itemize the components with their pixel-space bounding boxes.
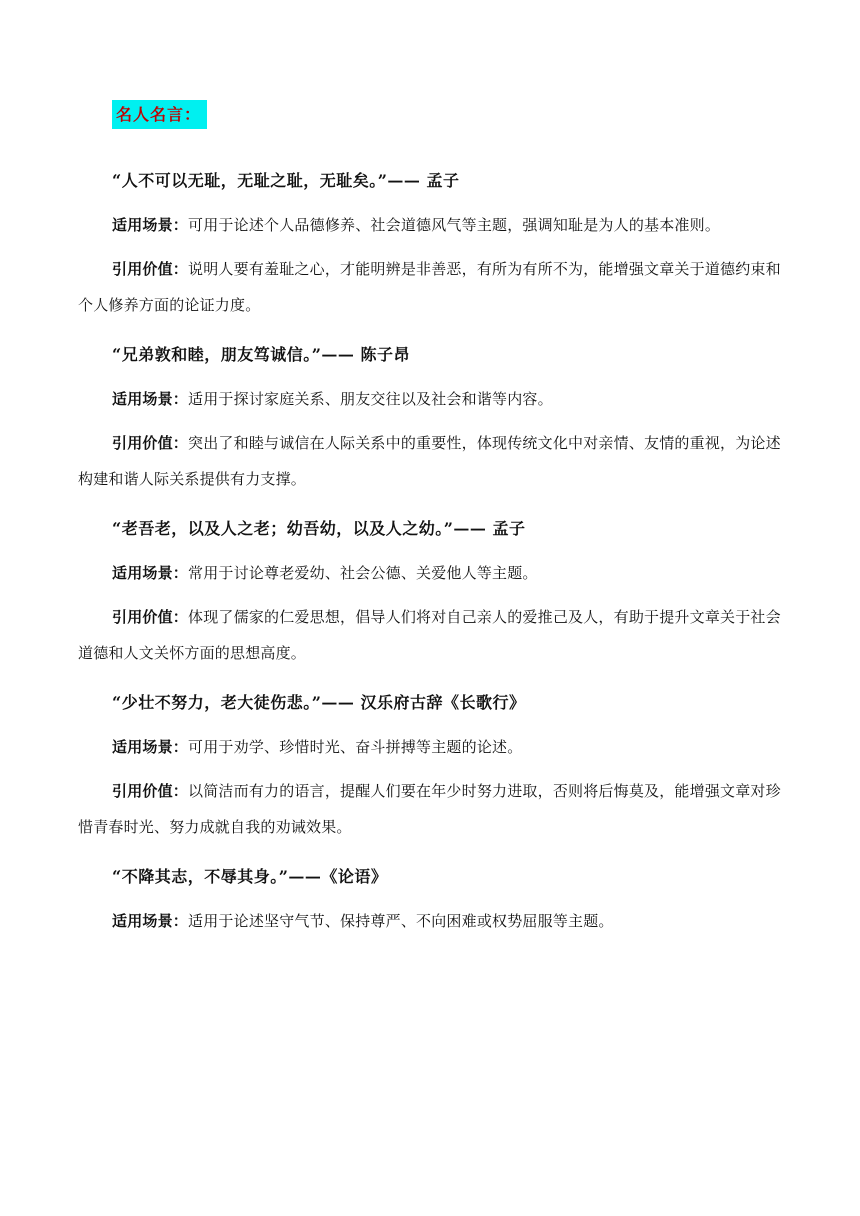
scene-label: 适用场景： bbox=[112, 912, 189, 930]
scene-paragraph bbox=[78, 381, 784, 417]
section-title: 名人名言： bbox=[112, 100, 207, 129]
quote-entry bbox=[78, 345, 784, 497]
scene-text: 适用于论述坚守气节、保持尊严、不向困难或权势屈服等主题。 bbox=[188, 912, 614, 930]
value-paragraph bbox=[78, 773, 784, 845]
value-paragraph bbox=[78, 425, 784, 497]
scene-label: 适用场景： bbox=[112, 564, 189, 582]
scene-paragraph bbox=[78, 555, 784, 591]
value-text: 以简洁而有力的语言，提醒人们要在年少时努力进取，否则将后悔莫及，能增强文章对珍惜青春时光、努力成就自我的劝诫效果。 bbox=[78, 782, 781, 836]
value-text: 说明人要有羞耻之心，才能明辨是非善恶，有所为有所不为，能增强文章关于道德约束和个人修养方面的论证力度。 bbox=[78, 260, 781, 314]
value-label: 引用价值： bbox=[112, 782, 189, 800]
quote-entry bbox=[78, 171, 784, 323]
value-text: 突出了和睦与诚信在人际关系中的重要性，体现传统文化中对亲情、友情的重视，为论述构建和谐人际关系提供有力支撑。 bbox=[78, 434, 781, 488]
scene-paragraph bbox=[78, 903, 784, 939]
scene-text: 可用于劝学、珍惜时光、奋斗拼搏等主题的论述。 bbox=[188, 738, 523, 756]
quote-text: “老吾老，以及人之老；幼吾幼，以及人之幼。”—— 孟子 bbox=[112, 519, 526, 538]
quote-text: “人不可以无耻，无耻之耻，无耻矣。”—— 孟子 bbox=[112, 171, 460, 190]
value-paragraph bbox=[78, 251, 784, 323]
value-paragraph bbox=[78, 599, 784, 671]
scene-label: 适用场景： bbox=[112, 390, 189, 408]
scene-text: 适用于探讨家庭关系、朋友交往以及社会和谐等内容。 bbox=[188, 390, 553, 408]
quote-text: “兄弟敦和睦，朋友笃诚信。”—— 陈子昂 bbox=[112, 345, 410, 364]
scene-label: 适用场景： bbox=[112, 738, 189, 756]
scene-text: 可用于论述个人品德修养、社会道德风气等主题，强调知耻是为人的基本准则。 bbox=[188, 216, 721, 234]
value-label: 引用价值： bbox=[112, 434, 189, 452]
quote-text: “不降其志，不辱其身。”——《论语》 bbox=[112, 867, 388, 886]
scene-paragraph bbox=[78, 729, 784, 765]
quote-text: “少壮不努力，老大徒伤悲。”—— 汉乐府古辞《长歌行》 bbox=[112, 693, 526, 712]
value-text: 体现了儒家的仁爱思想，倡导人们将对自己亲人的爱推己及人，有助于提升文章关于社会道德和人文关怀方面的思想高度。 bbox=[78, 608, 781, 662]
scene-label: 适用场景： bbox=[112, 216, 189, 234]
scene-paragraph bbox=[78, 207, 784, 243]
quote-entry bbox=[78, 519, 784, 671]
value-label: 引用价值： bbox=[112, 608, 189, 626]
scene-text: 常用于讨论尊老爱幼、社会公德、关爱他人等主题。 bbox=[188, 564, 538, 582]
document-page bbox=[78, 100, 784, 939]
value-label: 引用价值： bbox=[112, 260, 189, 278]
quote-entry bbox=[78, 693, 784, 845]
quote-entry bbox=[78, 867, 784, 939]
